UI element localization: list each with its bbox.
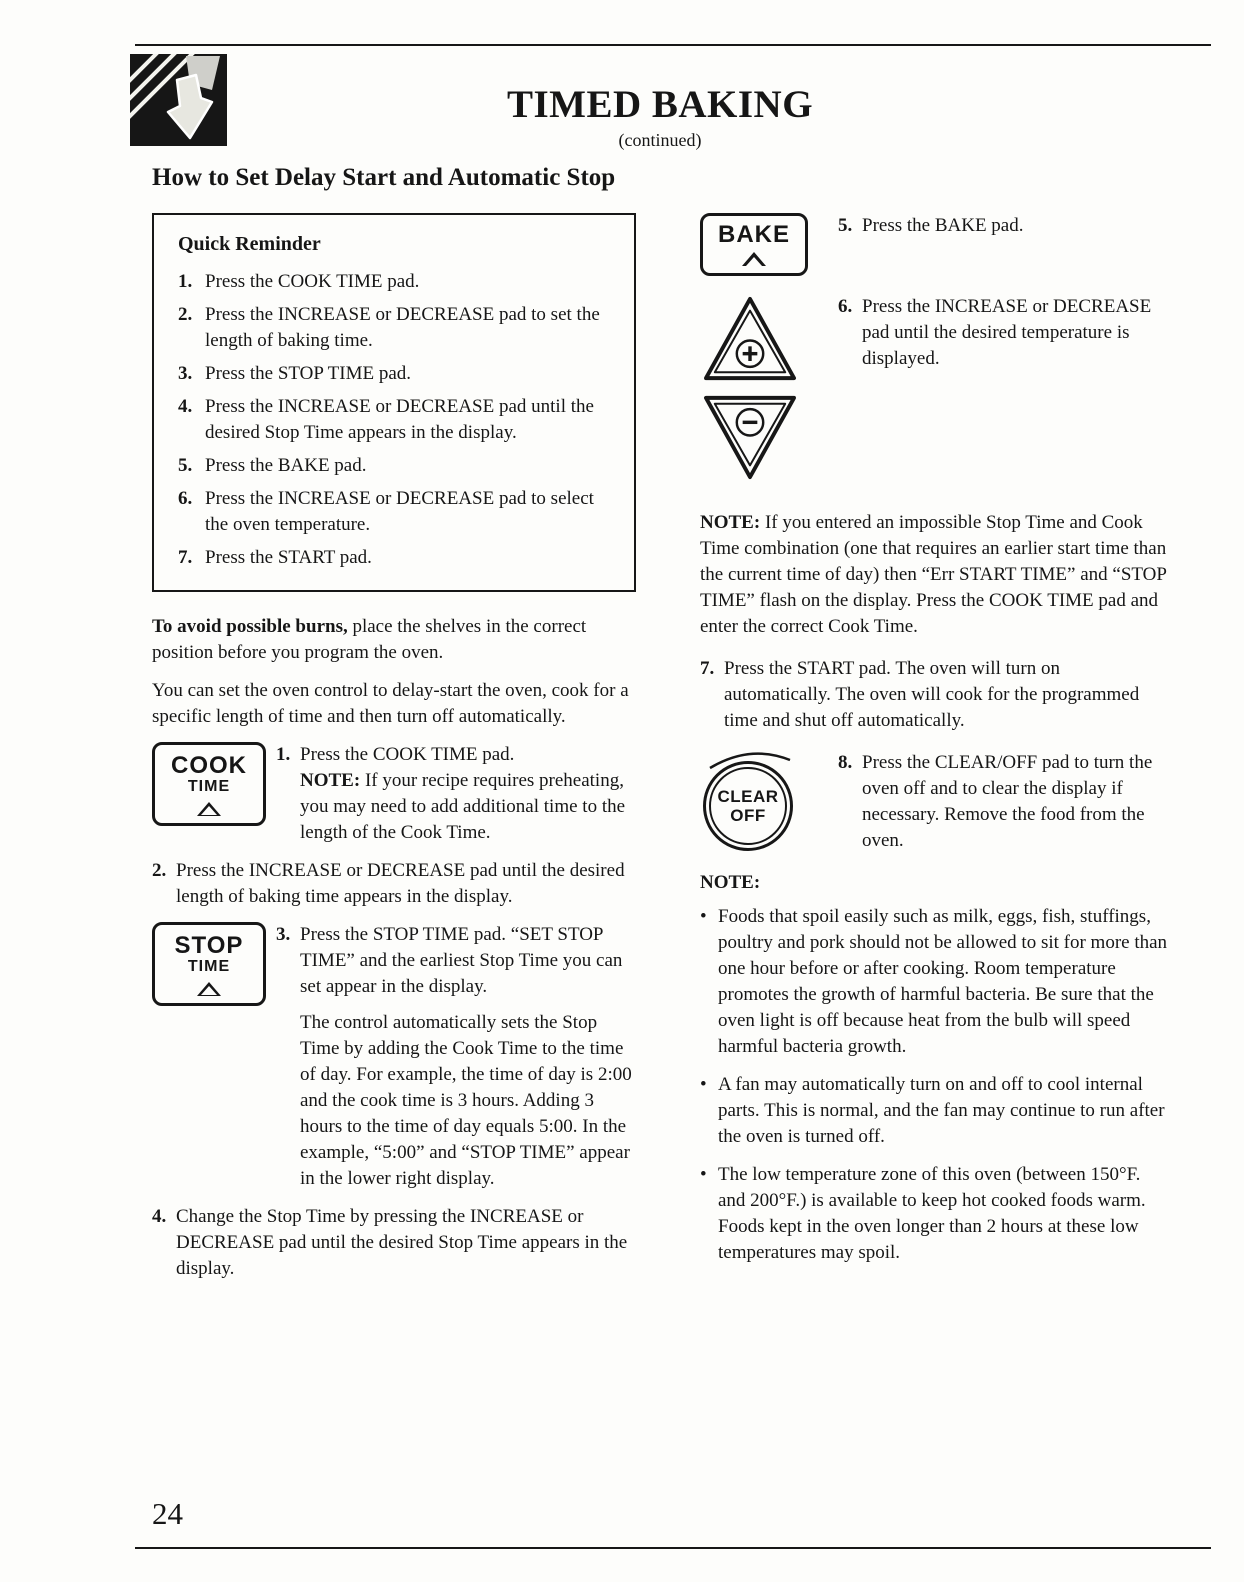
step-2: 2. Press the INCREASE or DECREASE pad until the desired length of baking time appears in the display. <box>152 860 625 907</box>
page-title: TIMED BAKING <box>506 83 814 126</box>
quick-reminder-list <box>178 269 618 571</box>
quick-reminder-box <box>152 213 636 592</box>
bullet-item: • The low temperature zone of this oven (between 150°F. and 200°F.) is available to keep hot cooked foods warm. Foods kept in the oven longer than 2 hours at these low temperatures may spoil. <box>700 1164 1146 1264</box>
step-5-row <box>700 213 1168 276</box>
burns-warning: To avoid possible burns, place the shelves in the correct position before you program the oven. <box>152 616 587 663</box>
triangle-up-icon <box>742 252 766 266</box>
step-4: 4. Change the Stop Time by pressing the INCREASE or DECREASE pad until the desired Stop Time appears in the display. <box>152 1206 628 1279</box>
step-3: 3. Press the STOP TIME pad. “SET STOP TIME” and the earliest Stop Time you can set appear in the display. <box>276 924 623 997</box>
top-rule <box>135 44 1211 46</box>
triangle-up-icon <box>197 802 221 816</box>
cook-time-pad-icon: COOK TIME <box>152 742 266 826</box>
page-subtitle: (continued) <box>618 130 702 150</box>
note-impossible-time: NOTE: If you entered an impossible Stop Time and Cook Time combination (one that requires an earlier start time than the current time of day) then “Err START TIME” and “STOP TIME” flash on the display. Press the COOK TIME pad and enter the correct Cook Time. <box>700 512 1167 638</box>
step-7: 7. Press the START pad. The oven will turn on automatically. The oven will cook for the programmed time and shut off automatically. <box>700 658 1140 732</box>
step-5: 5. Press the BAKE pad. <box>838 215 1024 236</box>
bullet-item: • Foods that spoil easily such as milk, eggs, fish, stuffings, poultry and pork should not be allowed to sit for more than one hour before or after cooking. Room temperature promotes the growth of harmful bacteria. Be sure that the oven light is off because heat from the bulb will speed harmful bacteria growth. <box>700 906 1168 1058</box>
step-6: 6. Press the INCREASE or DECREASE pad until the desired temperature is displayed. <box>838 296 1152 370</box>
step-8: 8. Press the CLEAR/OFF pad to turn the oven off and to clear the display if necessary. Remove the food from the oven. <box>838 752 1153 852</box>
quick-reminder-step: 3. Press the STOP TIME pad. <box>178 363 412 384</box>
step-6-row <box>700 294 1168 482</box>
clear-off-pad-icon: CLEAR OFF <box>700 750 800 854</box>
page-number: 24 <box>152 1496 183 1531</box>
step-1-note: NOTE: If your recipe requires preheating, you may need to add additional time to the length of the Cook Time. <box>300 770 626 843</box>
note-heading: NOTE: <box>700 872 761 894</box>
step-8-row <box>700 750 1168 854</box>
right-column <box>700 213 1168 1278</box>
step-1: 1. Press the COOK TIME pad. <box>276 744 515 765</box>
quick-reminder-step: 1. Press the COOK TIME pad. <box>178 271 420 292</box>
bottom-rule <box>135 1547 1211 1549</box>
triangle-pad-plus-icon <box>700 294 800 384</box>
triangle-up-icon <box>197 982 221 996</box>
quick-reminder-step: 7. Press the START pad. <box>178 547 372 568</box>
step-3-detail: The control automatically sets the Stop Time by adding the Cook Time to the time of day. For example, the time of day is 2:00 and the cook time is 3 hours. Adding 3 hours to the time of day equals 5:00. In the example, “5:00” and “STOP TIME” appear in the lower right display. <box>300 1012 632 1189</box>
quick-reminder-step: 4. Press the INCREASE or DECREASE pad until the desired Stop Time appears in the display. <box>178 396 594 443</box>
quick-reminder-step: 6. Press the INCREASE or DECREASE pad to select the oven temperature. <box>178 488 594 535</box>
bake-pad-icon: BAKE <box>700 213 808 276</box>
left-column <box>152 213 636 1294</box>
triangle-pad-minus-icon <box>700 392 800 482</box>
step-3-row <box>152 922 636 1192</box>
stop-time-pad-icon: STOP TIME <box>152 922 266 1006</box>
quick-reminder-step: 2. Press the INCREASE or DECREASE pad to set the length of baking time. <box>178 304 600 351</box>
increase-decrease-pads <box>700 294 804 482</box>
quick-reminder-title: Quick Reminder <box>178 233 321 255</box>
section-heading: How to Set Delay Start and Automatic Stop <box>152 164 616 191</box>
step-1-row <box>152 742 636 846</box>
intro-paragraph: You can set the oven control to delay-start the oven, cook for a specific length of time and then turn off automatically. <box>152 680 629 727</box>
bullet-item: • A fan may automatically turn on and off to cool internal parts. This is normal, and the fan may continue to run after the oven is turned off. <box>700 1074 1165 1148</box>
quick-reminder-step: 5. Press the BAKE pad. <box>178 455 367 476</box>
